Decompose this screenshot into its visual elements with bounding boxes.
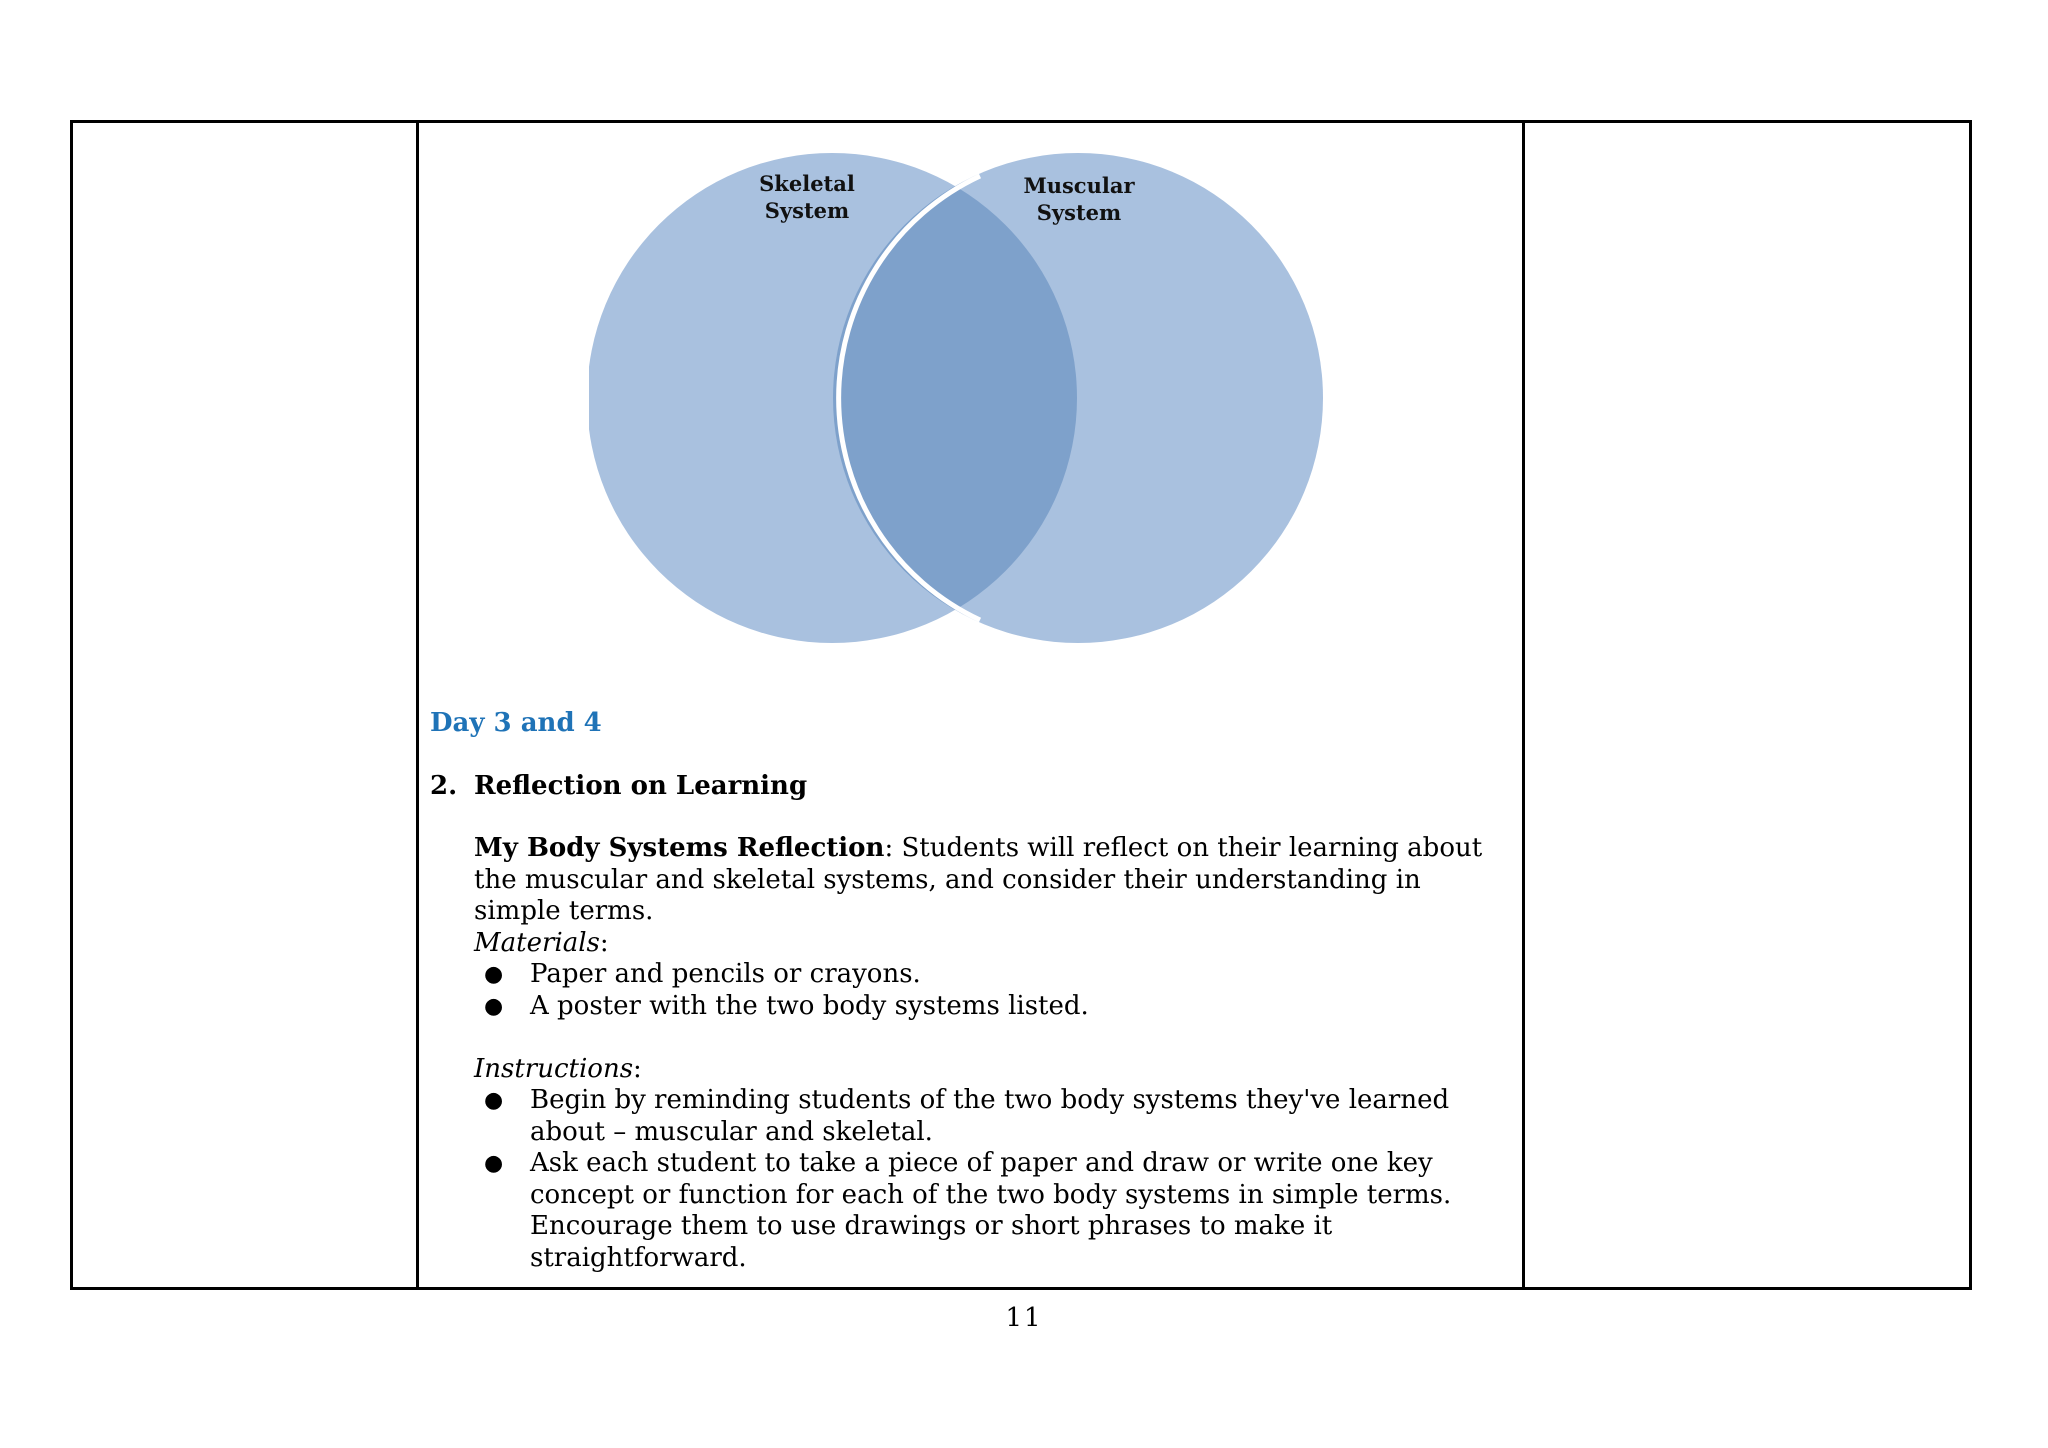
bullet-icon: ● xyxy=(484,962,504,987)
muscular-label-line1: Muscular xyxy=(1023,173,1135,198)
muscular-label-line2: System xyxy=(1036,200,1122,225)
lesson-plan-table xyxy=(70,120,1972,1290)
section-heading xyxy=(430,771,1500,803)
venn-diagram xyxy=(589,148,1349,648)
activity-block xyxy=(430,833,1500,1274)
bullet-icon: ● xyxy=(484,1151,504,1176)
section-number: 2. xyxy=(430,770,458,801)
section-title: Reflection on Learning xyxy=(474,770,808,801)
bullet-icon: ● xyxy=(484,993,504,1019)
list-item: ● Begin by reminding students of the two body systems they've learned about – muscular and skeletal. xyxy=(474,1085,1500,1148)
skeletal-label-line2: System xyxy=(764,198,850,223)
table-column-left xyxy=(73,123,419,1287)
table-column-main xyxy=(419,123,1525,1287)
page-number: 11 xyxy=(1005,1303,1043,1333)
activity-desc-line3: simple terms. xyxy=(474,896,654,926)
instructions-label: Instructions: xyxy=(474,1053,642,1084)
table-column-right xyxy=(1525,123,1969,1287)
instructions-list xyxy=(474,1085,1500,1274)
day-heading: Day 3 and 4 xyxy=(430,708,602,738)
skeletal-label-line1: Skeletal xyxy=(759,171,855,196)
lesson-content xyxy=(430,708,1500,1274)
list-item: ● Paper and pencils or crayons. xyxy=(474,959,1500,991)
bullet-icon: ● xyxy=(484,1088,504,1113)
activity-description xyxy=(474,833,1500,928)
activity-name: My Body Systems Reflection xyxy=(474,833,885,863)
list-item: ● A poster with the two body systems listed. xyxy=(474,991,1500,1023)
materials-list xyxy=(474,959,1500,1022)
activity-desc-line1: : Students will reflect on their learning about xyxy=(884,833,1483,863)
list-item: ● Ask each student to take a piece of paper and draw or write one key concept or function for each of the two body systems in simple terms. Encourage them to use drawings or short phrases to make it straightforward. xyxy=(474,1148,1500,1274)
activity-desc-line2: the muscular and skeletal systems, and consider their understanding in xyxy=(474,864,1421,895)
materials-label: Materials: xyxy=(474,927,609,958)
